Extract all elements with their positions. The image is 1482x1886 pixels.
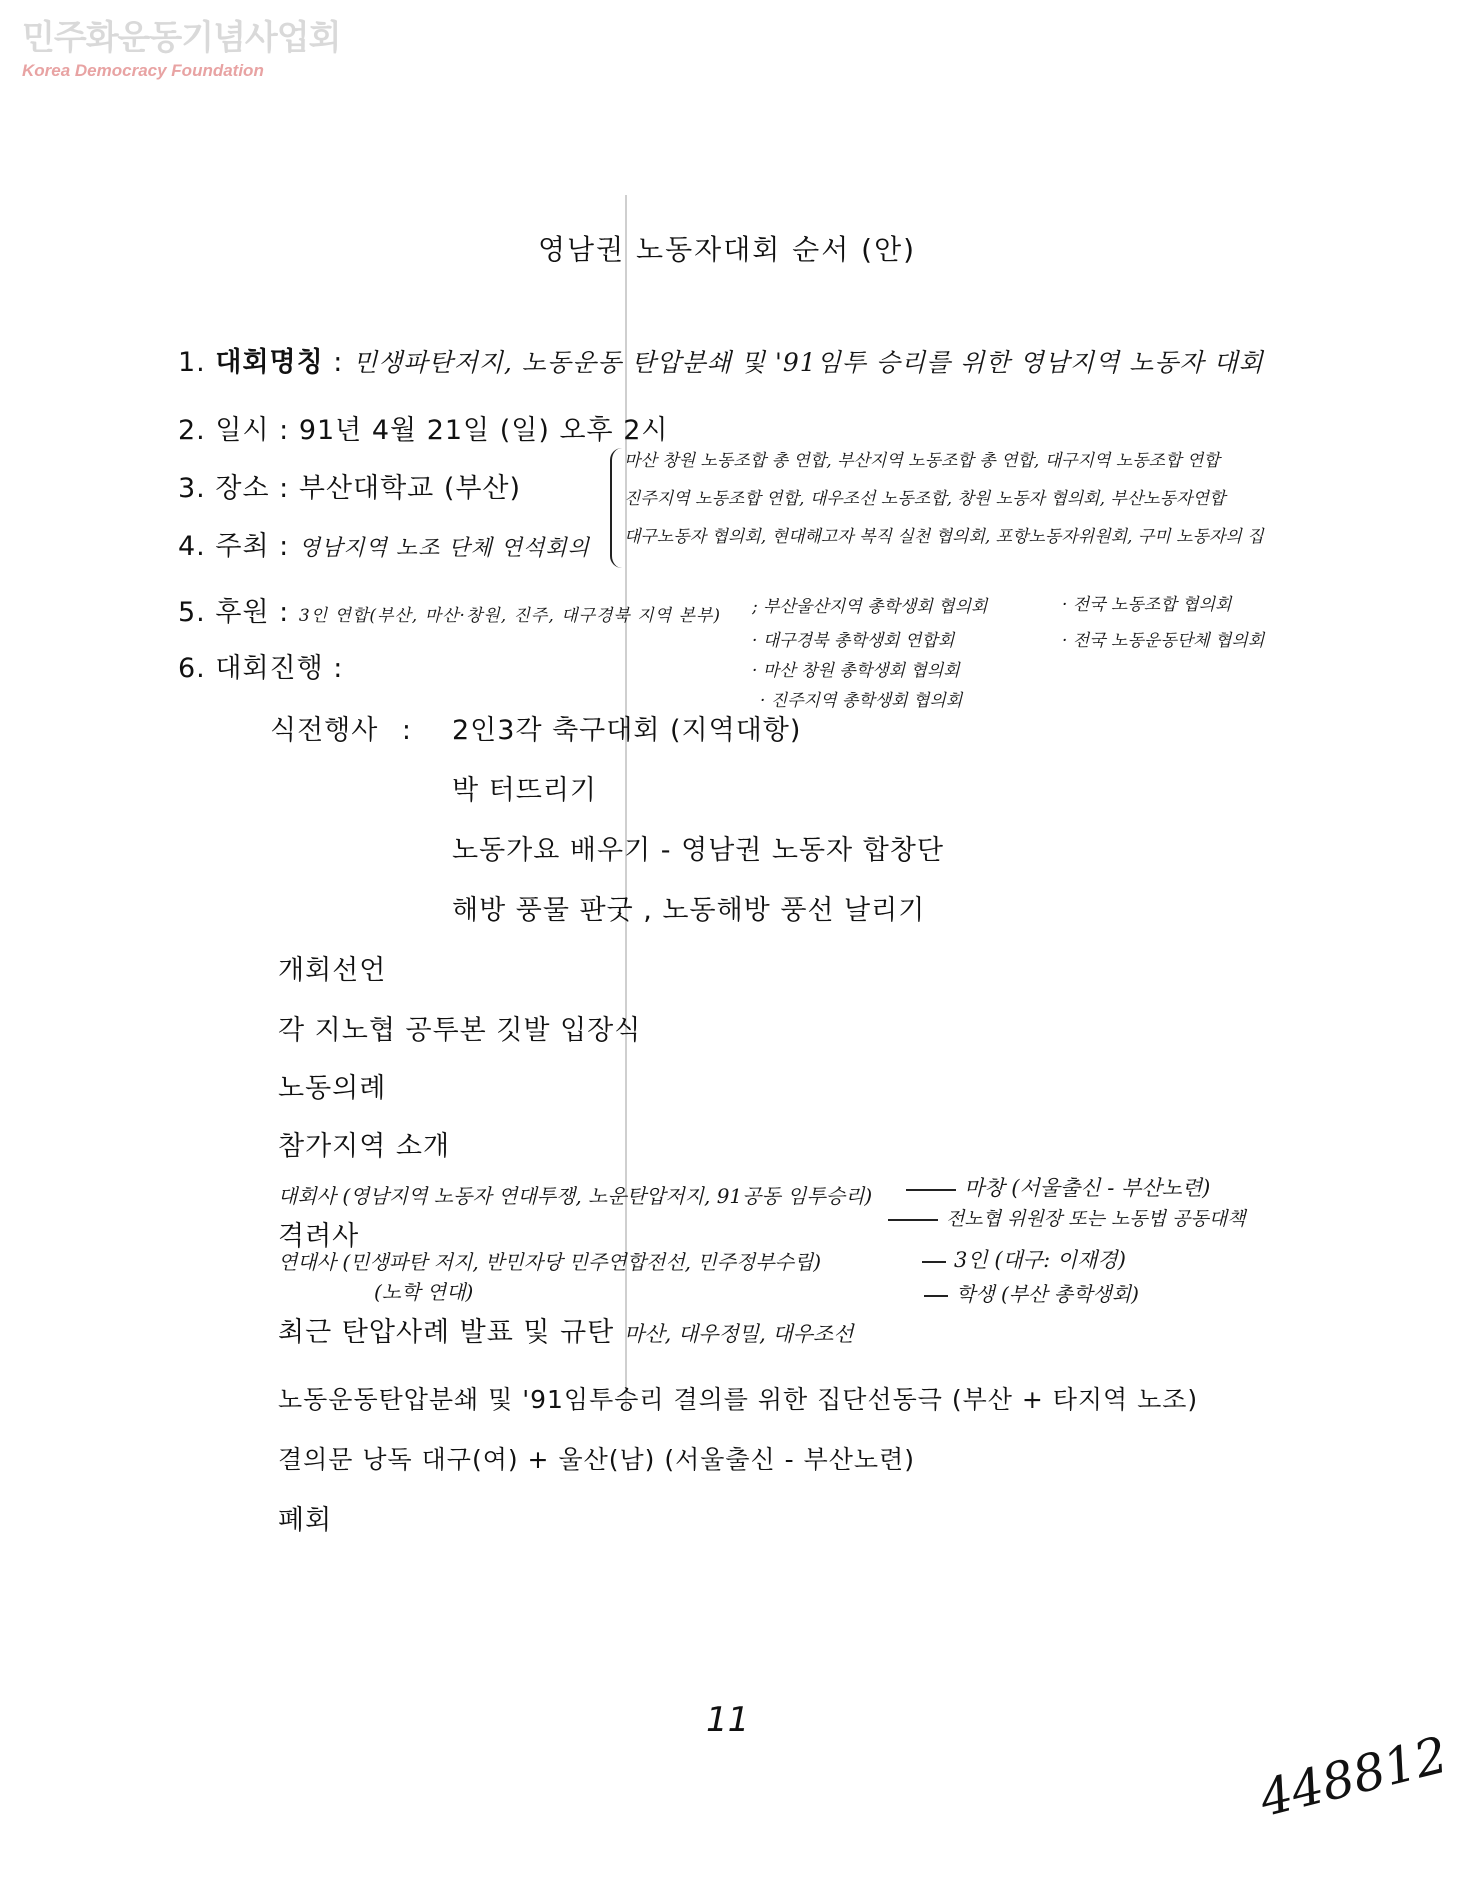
program-item: 최근 탄압사례 발표 및 규탄	[278, 1317, 615, 1348]
item-label: 후원	[215, 597, 270, 628]
item-proceedings	[178, 646, 343, 685]
item-number: 3.	[178, 473, 206, 504]
item-value: 91년 4월 21일 (일) 오후 2시	[298, 415, 669, 446]
program-note: 학생 (부산 총학생회)	[916, 1278, 1139, 1307]
item-venue	[178, 466, 521, 505]
sponsor-note-line: · 전국 노동조합 협의회	[1062, 595, 1232, 615]
dash-line	[906, 1189, 956, 1191]
watermark-english: Korea Democracy Foundation	[22, 61, 264, 80]
item-date	[178, 408, 668, 447]
watermark-korean: 민주화운동기념사업회	[22, 18, 341, 58]
item-separator: :	[333, 653, 344, 684]
program-item-daehoesa: 대회사 (영남지역 노동자 연대투쟁, 노운탄압저지, 91공동 임투승리)	[278, 1184, 873, 1208]
item-event-name	[178, 340, 1264, 379]
program-item: 각 지노협 공투본 깃발 입장식	[278, 1015, 642, 1046]
program-item: 노동운동탄압분쇄 및 '91임투승리 결의를 위한 집단선동극 (부산 + 타지역 노조)	[278, 1385, 1199, 1414]
document-number: 448812	[1253, 1725, 1454, 1828]
program-item: (노학 연대)	[374, 1280, 474, 1304]
pre-event-entry: 해방 풍물 판굿 , 노동해방 풍선 날리기	[452, 895, 926, 926]
item-number: 5.	[178, 597, 206, 628]
item-separator: :	[279, 597, 290, 628]
item-label: 주최	[215, 531, 270, 562]
item-value: 3인 연합(부산, 마산·창원, 진주, 대구경북 지역 본부)	[298, 606, 721, 626]
item-number: 4.	[178, 531, 206, 562]
program-note: 마산, 대우정밀, 대우조선	[624, 1322, 854, 1346]
item-separator: :	[279, 473, 290, 504]
document-title: 영남권 노동자대회 순서 (안)	[538, 233, 917, 266]
foundation-watermark	[22, 18, 340, 82]
program-note: 마창 (서울출신 - 부산노련)	[898, 1172, 1210, 1202]
sponsor-note-line: · 진주지역 총학생회 협의회	[760, 691, 963, 711]
page-mark: 11	[706, 1700, 750, 1740]
pre-event-entry: 박 터뜨리기	[452, 775, 597, 806]
item-separator: :	[333, 347, 344, 378]
item-label: 대회진행	[215, 653, 324, 684]
item-sponsor	[178, 590, 721, 629]
item-label: 장소	[215, 473, 270, 504]
item-number: 2.	[178, 415, 206, 446]
item-separator: :	[279, 415, 290, 446]
program-item: 개회선언	[278, 955, 387, 986]
hosts-note-line: 마산 창원 노동조합 총 연합, 부산지역 노동조합 총 연합, 대구지역 노동조합 연합	[624, 451, 1220, 471]
item-label: 일시	[215, 415, 270, 446]
program-note: 3인 (대구: 이재경)	[914, 1244, 1126, 1274]
dash-line	[922, 1261, 946, 1263]
sponsor-note-line: ; 부산울산지역 총학생회 협의회	[752, 597, 988, 617]
item-label: 대회명칭	[215, 347, 324, 378]
dash-line	[924, 1295, 948, 1297]
sponsor-note-line: · 전국 노동운동단체 협의회	[1062, 631, 1265, 651]
item-host	[178, 524, 590, 563]
sponsor-note-line: · 대구경북 총학생회 연합회	[752, 631, 955, 651]
item-value: 민생파탄저지, 노동운동 탄압분쇄 및 '91임투 승리를 위한 영남지역 노동자 대회	[352, 348, 1264, 377]
hosts-note-line: 진주지역 노동조합 연합, 대우조선 노동조합, 창원 노동자 협의회, 부산노동자연합	[624, 489, 1226, 509]
program-item: 폐회	[278, 1505, 333, 1536]
sponsor-note-line: · 마산 창원 총학생회 협의회	[752, 661, 960, 681]
host-brace	[610, 448, 622, 568]
item-value: 부산대학교 (부산)	[298, 473, 522, 504]
item-number: 1.	[178, 347, 206, 378]
program-item-yeondaesa: 연대사 (민생파탄 저지, 반민자당 민주연합전선, 민주정부수립)	[278, 1250, 822, 1274]
pre-event-label: 식전행사 :	[270, 715, 413, 746]
item-value: 영남지역 노조 단체 연석회의	[298, 536, 590, 561]
program-item: 격려사	[278, 1221, 360, 1252]
program-item: 결의문 낭독 대구(여) + 울산(남) (서울출신 - 부산노련)	[278, 1445, 915, 1474]
program-note: 전노협 위원장 또는 노동법 공동대책	[880, 1204, 1245, 1231]
dash-line	[888, 1219, 938, 1221]
hosts-note-line: 대구노동자 협의회, 현대해고자 복직 실천 협의회, 포항노동자위원회, 구미 노동자의 집	[624, 527, 1264, 547]
program-item: 노동의례	[278, 1073, 387, 1104]
program-item: 참가지역 소개	[278, 1131, 451, 1162]
pre-event-entry: 노동가요 배우기 - 영남권 노동자 합창단	[452, 835, 944, 866]
item-number: 6.	[178, 653, 206, 684]
pre-event-entry: 2인3각 축구대회 (지역대항)	[452, 715, 802, 746]
item-separator: :	[279, 531, 290, 562]
